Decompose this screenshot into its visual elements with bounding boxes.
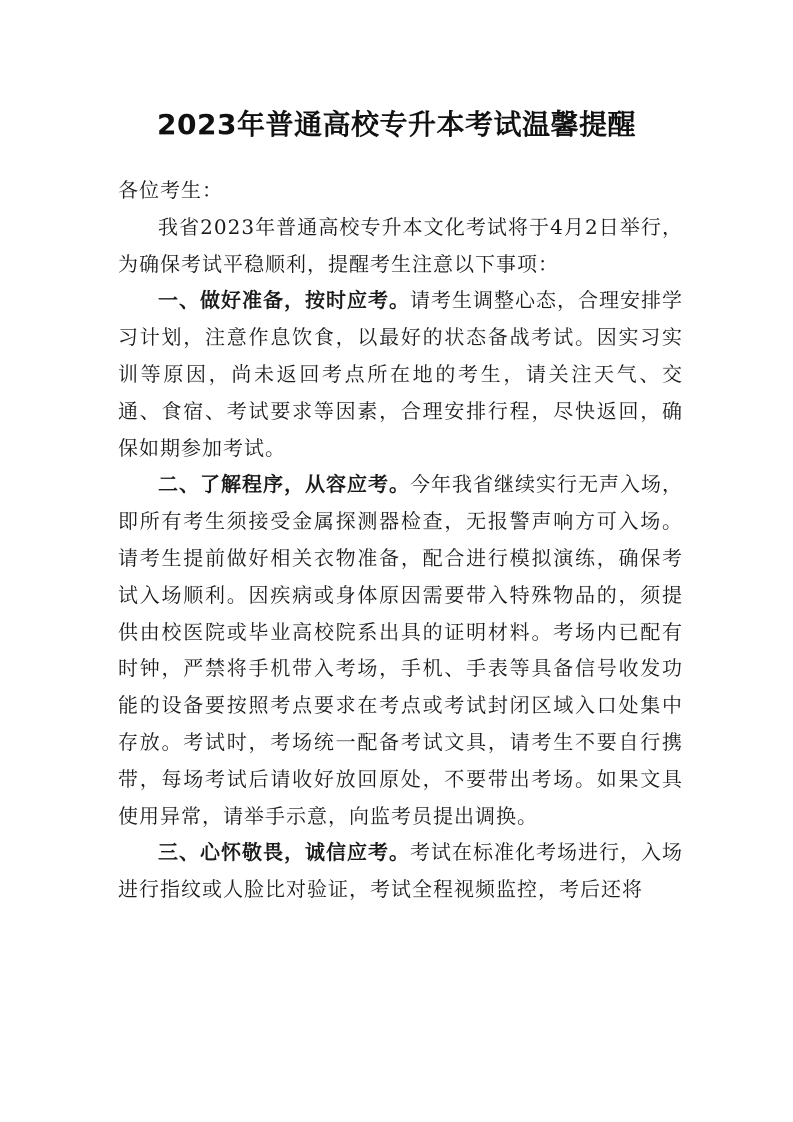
- section-body-1: 请考生调整心态，合理安排学习计划，注意作息饮食，以最好的状态备战考试。因实习实训等原因，尚未返回考点所在地的考生，请关注天气、交通、食宿、考试要求等因素，合理安排行程，尽快返回，确保如期参加考试。: [118, 288, 683, 460]
- intro-paragraph: 我省2023年普通高校专升本文化考试将于4月2日举行，为确保考试平稳顺利，提醒考生注意以下事项：: [118, 214, 683, 276]
- document-body: [118, 172, 683, 908]
- salutation: 各位考生：: [118, 178, 223, 202]
- document-title: 2023年普通高校专升本考试温馨提醒: [157, 108, 636, 141]
- section-paragraph-1: [118, 282, 683, 466]
- section-body-2: 今年我省继续实行无声入场，即所有考生须接受金属探测器检查，无报警声响方可入场。请考生提前做好相关衣物准备，配合进行模拟演练，确保考试入场顺利。因疾病或身体原因需要带入特殊物品的，须提供由校医院或毕业高校院系出具的证明材料。考场内已配有时钟，严禁将手机带入考场，手机、手表等具备信号收发功能的设备要按照考点要求在考点或考试封闭区域入口处集中存放。考试时，考场统一配备考试文具，请考生不要自行携带，每场考试后请收好放回原处，不要带出考场。如果文具使用异常，请举手示意，向监考员提出调换。: [118, 472, 683, 828]
- section-body-3: 考试在标准化考场进行，入场进行指纹或人脸比对验证，考试全程视频监控，考后还将: [118, 840, 683, 902]
- section-heading-3: 三、心怀敬畏，诚信应考。: [158, 840, 410, 865]
- section-paragraph-3: [118, 834, 683, 908]
- section-heading-1: 一、做好准备，按时应考。: [158, 288, 410, 313]
- section-heading-2: 二、了解程序，从容应考。: [158, 472, 410, 497]
- section-paragraph-2: [118, 466, 683, 834]
